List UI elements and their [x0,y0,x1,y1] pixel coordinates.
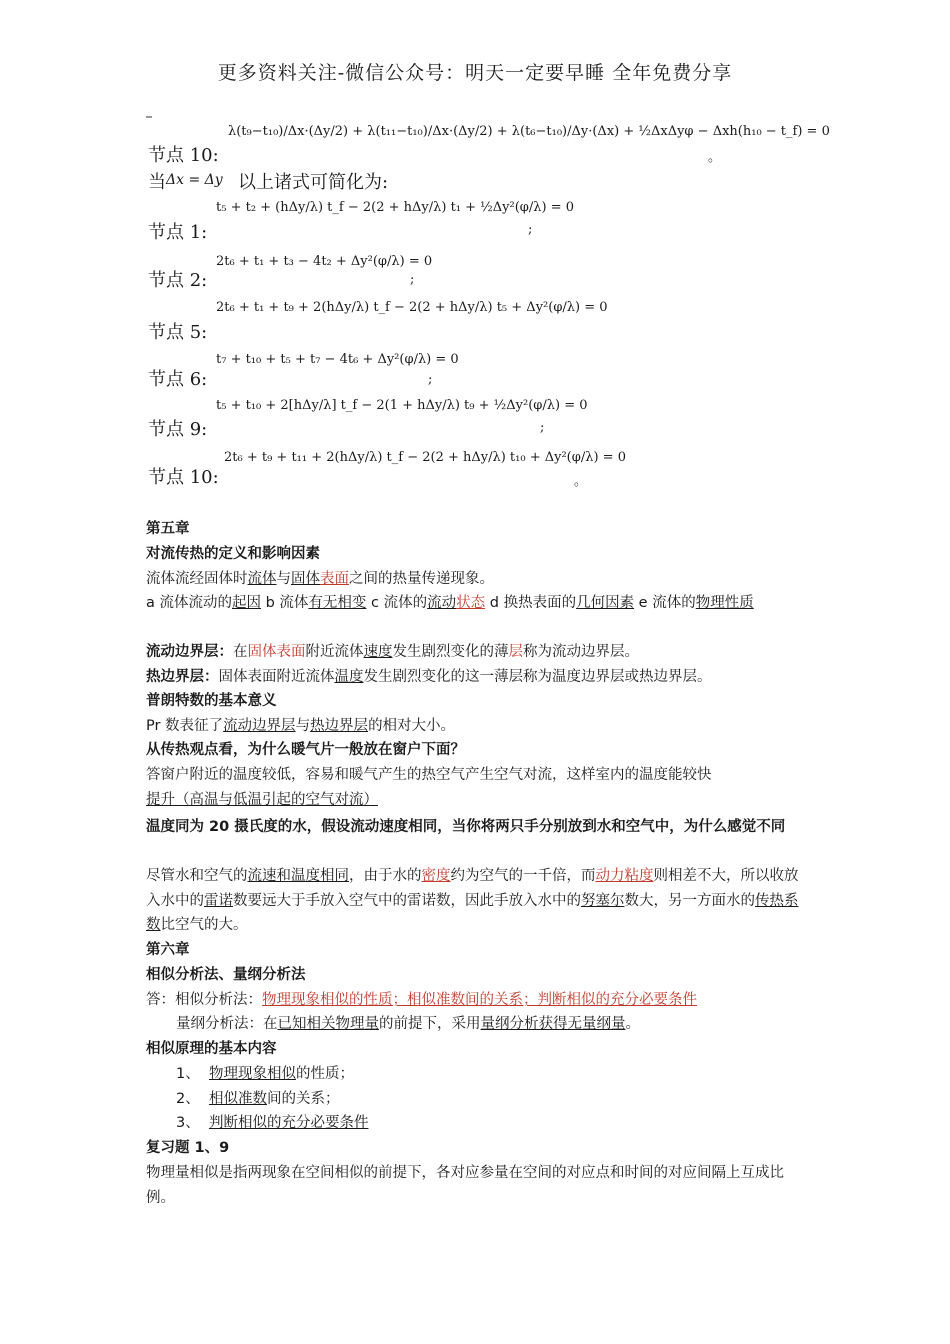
chapter6-title: 第六章 [146,942,190,958]
highlighted-term: 层 [508,644,523,660]
text-run: b 流体 [261,595,309,611]
text-run: e 流体的 [634,595,696,611]
underlined-term: 努塞尔 [581,892,625,909]
ch5-answer-3-line2 [146,788,812,813]
underlined-term: 相似准数 [208,1091,267,1107]
text-run: Pr 数表征了 [146,718,224,734]
eq-label-node10: 节点 10: [148,145,219,166]
underlined-term: 传热系数 [146,892,799,933]
eq-label-node1: 节点 1: [148,222,208,243]
text-run: 比空气的大。 [160,917,248,933]
text-run: 的性质； [295,1066,354,1082]
eq-label-node10b: 节点 10: [148,467,219,488]
ch5-answer-1 [146,567,812,592]
eq-simplify-text: 以上诸式可简化为: [238,172,389,193]
underlined-term: 已知相关物理量 [277,1016,379,1032]
ch5-answer-3-line1: 答窗户附近的温度较低，容易和暖气产生的热空气产生空气对流，这样室内的温度能较快 [146,767,712,783]
text-run: 则相差不大，所以收放入水中的 [146,868,799,909]
text-run: 附近流体 [305,644,364,660]
text-run: 称为流动边界层。 [523,644,639,660]
eq-node2-end: ; [410,272,415,287]
text-run: 的前提下，采用 [379,1016,481,1032]
underlined-term: 流速和温度相同 [247,868,349,884]
highlighted-term: 固体表面 [247,644,306,660]
eq-node6-end: ; [428,372,433,387]
text-run: 。 [625,1016,640,1032]
underlined-term: 流动边界层 [223,718,296,734]
ch6-answer-3: 物理量相似是指两现象在空间相似的前提下，各对应参量在空间的对应点和时间的对应间隔上互成比例。 [146,1165,784,1206]
text-run: 之间的热量传递现象。 [349,571,494,587]
ch6-answer-1b [146,1012,842,1037]
term-heading: 流动边界层： [146,644,233,660]
ch5-answer-4 [146,864,812,938]
ch5-question-4: 温度同为 20 摄氏度的水，假设流动速度相同，当你将两只手分别放到水和空气中，为什么感觉不同 [146,819,786,835]
eq-node10-end: 。 [708,150,722,165]
underlined-term: 判断相似的充分必要条件 [208,1115,369,1131]
eq-label-node6: 节点 6: [148,369,208,390]
ch5-answer-2 [146,714,812,739]
eq-node10-formula: λ(t₉−t₁₀)/Δx·(Δy/2) + λ(t₁₁−t₁₀)/Δx·(Δy/2) + λ(t₆−t₁₀)/Δy·(Δx) + ½ΔxΔyφ − Δxh(h₁₀ − t_f) = 0 [228,124,830,139]
eq-simplify-cond: Δx = Δy [166,172,223,188]
list-number: 3、 [176,1115,200,1131]
text-run: 与 [276,571,291,587]
eq-label-node5: 节点 5: [148,322,208,343]
ch5-question-3: 从传热观点看，为什么暖气片一般放在窗户下面？ [146,742,465,758]
ch6-question-3: 复习题 1、9 [146,1140,230,1156]
eq-node9-end: ; [540,420,545,435]
text-run: 约为空气的一千倍，而 [450,868,596,884]
eq-node1-formula: t₅ + t₂ + (hΔy/λ) t_f − 2(2 + hΔy/λ) t₁ + ½Δy²(φ/λ) = 0 [216,200,575,215]
list-item [146,1111,842,1136]
text-run: ，由于水的 [349,868,422,884]
text-run: 固体表面附近流体 [218,669,335,685]
list-number: 1、 [176,1066,200,1082]
ch6-question-2: 相似原理的基本内容 [146,1041,277,1057]
text-run: 发生剧烈变化的这一薄层称为温度边界层或热边界层。 [363,669,712,685]
list-item [146,1087,842,1112]
page-header: 更多资料关注-微信公众号：明天一定要早睡 全年免费分享 [217,62,733,84]
text-run: d 换热表面的 [485,595,577,611]
eq-node10b-end: 。 [574,474,588,489]
text-run: 答：相似分析法： [146,992,262,1008]
eq-node2-formula: 2t₆ + t₁ + t₃ − 4t₂ + Δy²(φ/λ) = 0 [216,254,433,269]
text-run: 量纲分析法：在 [176,1016,278,1032]
scan-mark [146,116,152,118]
highlighted-term: 表面 [320,571,349,587]
highlighted-term: 物理现象相似的性质；相似准数间的关系；判断相似的充分必要条件 [262,992,697,1008]
eq-node1-end: ; [528,222,533,237]
text-run: a 流体流动的 [146,595,232,611]
eq-node5-formula: 2t₆ + t₁ + t₉ + 2(hΔy/λ) t_f − 2(2 + hΔy/λ) t₅ + Δy²(φ/λ) = 0 [216,300,608,315]
underlined-term: 几何因素 [576,595,635,611]
text-run: 间的关系； [266,1091,340,1107]
underlined-term: 物理性质 [695,595,754,611]
underlined-term: 热边界层 [310,718,369,734]
text-run: 在 [233,644,248,660]
underlined-term: 起因 [232,595,261,611]
text-run: 数要远大于手放入空气中的雷诺数，因此手放入水中的 [233,892,581,909]
text-run: 发生剧烈变化的薄 [392,644,509,660]
underlined-term: 速度 [363,644,393,660]
ch5-question-2: 普朗特数的基本意义 [146,693,277,709]
term-heading: 热边界层： [146,669,219,685]
list-item [146,1062,842,1087]
underlined-term: 提升（高温与低温引起的空气对流） [146,792,378,808]
highlighted-term: 状态 [456,595,486,611]
underlined-term: 雷诺 [204,892,233,909]
highlighted-term: 密度 [421,868,451,884]
eq-simplify-label: 当 [148,172,166,193]
eq-label-node2: 节点 2: [148,270,208,291]
chapter5-title: 第五章 [146,521,190,537]
ch6-answer-1 [146,988,812,1013]
highlighted-term: 动力粘度 [595,868,654,884]
eq-node6-formula: t₇ + t₁₀ + t₅ + t₇ − 4t₆ + Δy²(φ/λ) = 0 [216,352,459,367]
text-run: 数大，另一方面水的 [624,892,755,909]
ch5-question-1: 对流传热的定义和影响因素 [146,546,320,562]
text-run: c 流体的 [366,595,428,611]
eq-node10b-formula: 2t₆ + t₉ + t₁₁ + 2(hΔy/λ) t_f − 2(2 + hΔy/λ) t₁₀ + Δy²(φ/λ) = 0 [224,450,626,465]
ch6-question-1: 相似分析法、量纲分析法 [146,967,306,983]
text-run: 尽管水和空气的 [146,868,248,884]
underlined-term: 流体 [247,571,277,587]
ch5-factors [146,591,812,616]
eq-label-node9: 节点 9: [148,419,208,440]
underlined-term: 流动 [427,595,457,611]
underlined-term: 有无相变 [308,595,367,611]
text-run: 的相对大小。 [368,718,456,734]
list-number: 2、 [176,1091,200,1107]
text-run: 流体流经固体时 [146,571,248,587]
ch5-thermal-boundary-layer [146,665,812,690]
text-run: 与 [295,718,311,734]
underlined-term: 量纲分析获得无量纲量 [480,1016,626,1032]
ch5-flow-boundary-layer [146,640,812,665]
eq-node9-formula: t₅ + t₁₀ + 2[hΔy/λ] t_f − 2(1 + hΔy/λ) t₉ + ½Δy²(φ/λ) = 0 [216,398,588,413]
underlined-term: 固体 [291,571,320,587]
underlined-term: 物理现象相似 [208,1066,296,1082]
underlined-term: 温度 [334,669,364,685]
